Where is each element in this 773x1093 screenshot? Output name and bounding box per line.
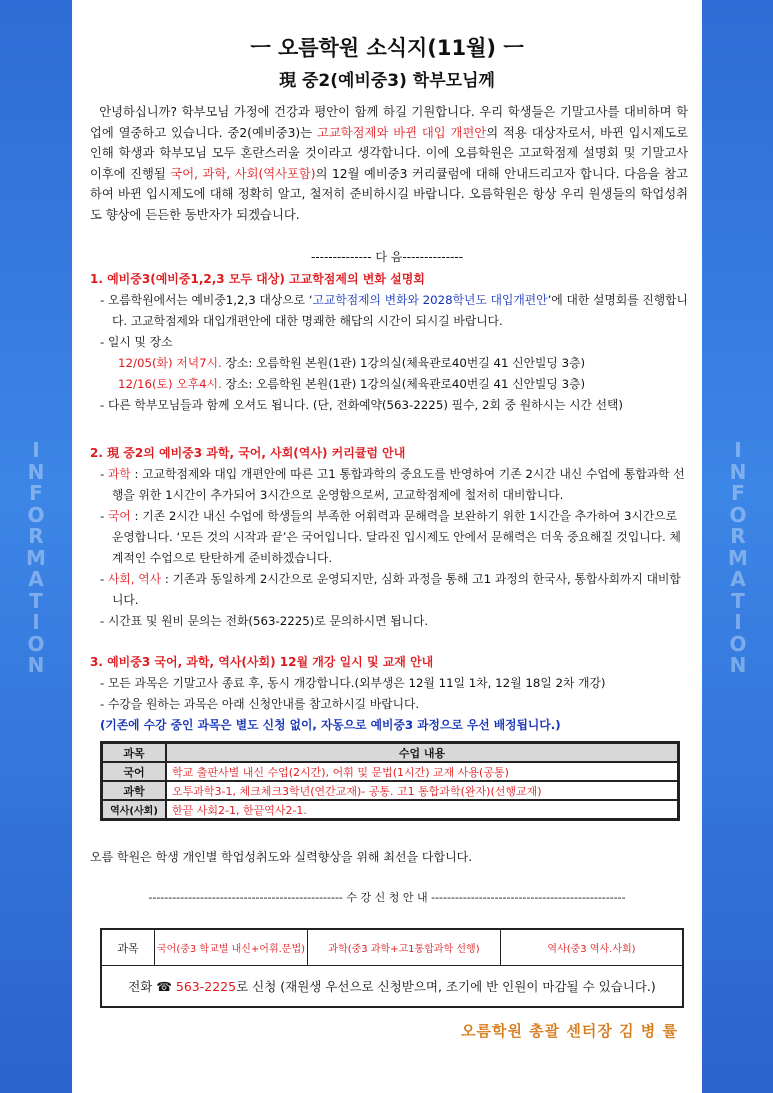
registration-label: 과목: [101, 929, 155, 966]
section-3-bullet-2: - 수강을 원하는 과목은 아래 신청안내를 참고하시길 바랍니다.: [100, 697, 420, 711]
curriculum-table: [100, 741, 680, 821]
curriculum-header: [102, 743, 678, 762]
section-2-inquiry: - 시간표 및 원비 문의는 전화(563-2225)로 문의하시면 됩니다.: [100, 614, 429, 628]
row-content: 오투과학3-1, 체크체크3학년(연간교재)- 공통. 고1 통합과학(완자)(선행교재): [166, 781, 678, 800]
row-subject: 역사(사회): [102, 800, 166, 819]
table-row: [102, 762, 678, 781]
section-3-title: 3. 예비중3 국어, 과학, 역사(사회) 12월 개강 일시 및 교재 안내: [90, 655, 434, 669]
header-subject: 과목: [102, 743, 166, 762]
session-1: 12/05(화) 저녁7시. 장소: 오름학원 본원(1관) 1강의실(체육관로40번길 41 신안빌딩 3층): [118, 356, 586, 370]
newsletter-page: [72, 0, 702, 1093]
registration-table: [100, 928, 684, 1008]
registration-phone-row: [101, 966, 683, 1008]
section-1-bullet-1: - 오름학원에서는 예비중1,2,3 대상으로 ‘고교학점제의 변화와 2028학년도 대입개편안’에 대한 설명회를 진행합니다. 고교학점제와 대입개편안에 대한 명쾌한 해답의 시간이 되시길 바랍니다.: [100, 293, 688, 328]
intro-highlight-2: 국어, 과학, 사회(역사포함): [170, 166, 316, 181]
intro-highlight-1: 고교학점제와 바뀐 대입 개편안: [317, 125, 487, 140]
section-2: [90, 443, 690, 632]
left-side-panel: [0, 0, 72, 1093]
section-2-title: 2. 現 중2의 예비중3 과학, 국어, 사회(역사) 커리큘럼 안내: [90, 446, 406, 460]
option-korean[interactable]: 국어(중3 학교별 내신+어휘.문법): [155, 929, 308, 966]
row-content: 학교 출판사별 내신 수업(2시간), 어휘 및 문법(1시간) 교재 사용(공통): [166, 762, 678, 781]
section-3-note: (기존에 수강 중인 과목은 별도 신청 없이, 자동으로 예비중3 과정으로 우선 배정됩니다.): [100, 718, 561, 732]
signature: 오름학원 총괄 센터장 김 병 률: [461, 1022, 678, 1040]
right-side-panel: [702, 0, 773, 1093]
section-3: [90, 652, 690, 736]
section-1-bullet-3: - 다른 학부모님들과 함께 오셔도 됩니다. (단, 전화예약(563-2225) 필수, 2회 중 원하시는 시간 선택): [100, 398, 624, 412]
section-1: [90, 269, 690, 416]
row-subject: 국어: [102, 762, 166, 781]
header-content: 수업 내용: [166, 743, 678, 762]
section-1-title: 1. 예비중3(예비중1,2,3 모두 대상) 고교학점제의 변화 설명회: [90, 272, 425, 286]
section-2-social: - 사회, 역사 : 기존과 동일하게 2시간으로 운영되지만, 심화 과정을 통해 고1 과정의 한국사, 통합사회까지 대비합니다.: [100, 572, 681, 607]
row-content: 한끝 사회2-1, 한끝역사2-1.: [166, 800, 678, 819]
section-3-bullet-1: - 모든 과목은 기말고사 종료 후, 동시 개강합니다.(외부생은 12월 11일 1차, 12월 18일 2차 개강): [100, 676, 606, 690]
page-subtitle: 現 중2(예비중3) 학부모님께: [279, 71, 495, 91]
divider-registration: ------------------------------------------------- 수 강 신 청 안 내 -------------------------------------------------: [148, 891, 626, 904]
divider-da-eum: -------------- 다 음--------------: [310, 250, 464, 264]
phone-number[interactable]: 563-2225: [175, 979, 237, 994]
phone-notice: 전화 ☎ 563-2225로 신청 (재원생 우선으로 신청받으며, 조기에 반 인원이 마감될 수 있습니다.): [101, 966, 683, 1008]
registration-options-row: [101, 929, 683, 966]
section-2-korean: - 국어 : 기존 2시간 내신 수업에 학생들의 부족한 어휘력과 문해력을 보완하기 위한 1시간을 추가하여 3시간으로 운영합니다. ‘모든 것의 시작과 끝’은 국어입니다. 달라진 입시제도 안에서 문해력은 더욱 중요해질 것입니다. 체계적인 수업으로 탄탄하게 준비하겠습니다.: [100, 509, 681, 565]
section-2-science: - 과학 : 고교학점제와 대입 개편안에 따른 고1 통합과학의 중요도를 반영하여 기존 2시간 내신 수업에 통합과학 선행을 위한 1시간이 추가되어 3시간으로 운영함으로써, 고교학점제에 철저히 대비합니다.: [100, 467, 685, 502]
side-label-left: I N F O R M A T I O N: [26, 438, 46, 677]
side-label-right: I N F O R M A T I O N: [728, 438, 748, 677]
session-2: 12/16(토) 오후4시. 장소: 오름학원 본원(1관) 1강의실(체육관로40번길 41 신안빌딩 3층): [118, 377, 586, 391]
option-science[interactable]: 과학(중3 과학+고1통합과학 선행): [308, 929, 501, 966]
table-row: [102, 800, 678, 819]
section-1-bullet-2: - 일시 및 장소: [100, 335, 173, 349]
closing-statement: 오름 학원은 학생 개인별 학업성취도와 실력향상을 위해 최선을 다합니다.: [90, 850, 473, 864]
table-row: [102, 781, 678, 800]
option-history[interactable]: 역사(중3 역사.사회): [501, 929, 684, 966]
page-title: ㅡ 오름학원 소식지(11월) ㅡ: [250, 36, 524, 60]
intro-paragraph: 안녕하십니까? 학부모님 가정에 건강과 평안이 함께 하길 기원합니다. 우리 학생들은 기말고사를 대비하며 학업에 열중하고 있습니다. 중2(예비중3)는 고교학점제와 바뀐 대입 개편안의 적용 대상자로서, 바뀐 입시제도로 인해 학생과 학부모님 모두 혼란스러울 것이라고 생각합니다. 이에 오름학원은 고교학점제 설명회 및 기말고사 이후에 진행될 국어, 과학, 사회(역사포함)의 12월 예비중3 커리큘럼에 대해 안내드리고자 합니다. 다음을 참고하여 바뀐 입시제도에 대해 정확히 알고, 철저히 준비하시길 바랍니다. 오름학원은 항상 우리 원생들의 학업성취도 향상에 든든한 동반자가 되겠습니다.: [90, 105, 689, 222]
row-subject: 과학: [102, 781, 166, 800]
